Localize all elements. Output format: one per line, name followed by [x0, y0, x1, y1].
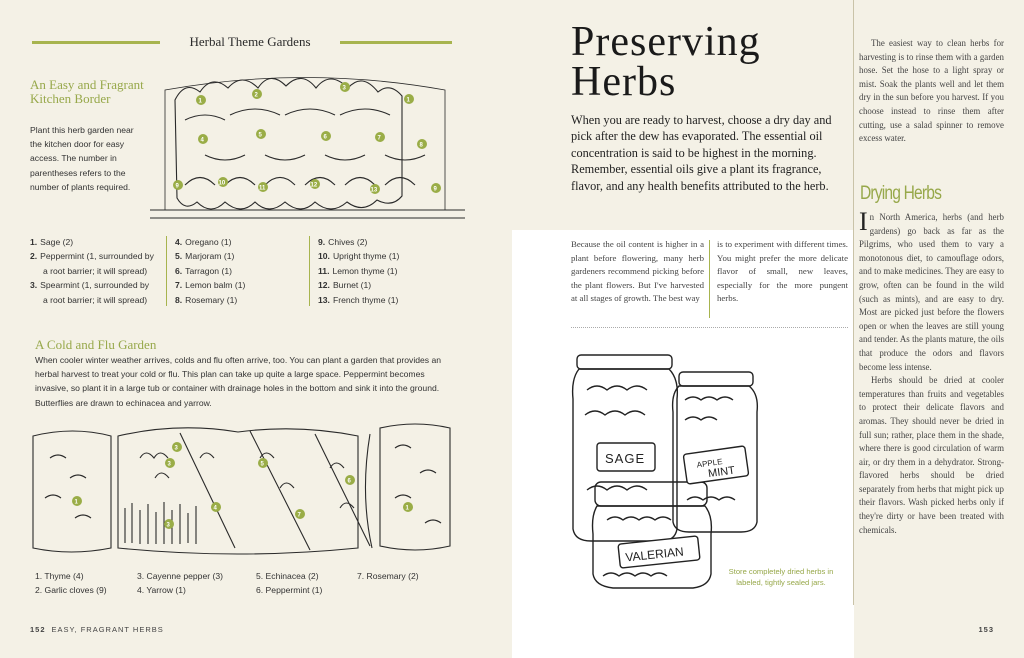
svg-text:5: 5	[258, 132, 262, 139]
svg-text:10: 10	[218, 180, 226, 187]
svg-text:11: 11	[259, 185, 266, 192]
jar-label-valerian: VALERIAN	[624, 544, 685, 565]
rule	[571, 327, 848, 328]
kitchen-plant-list-1	[30, 235, 154, 307]
list-item: 6. Tarragon (1)	[175, 265, 232, 276]
header-rule-right	[340, 41, 452, 44]
list-item: 4. Oregano (1)	[175, 237, 232, 247]
cold-flu-garden-title: A Cold and Flu Garden	[35, 337, 157, 352]
cold-plant-list-2	[137, 569, 223, 598]
svg-text:3: 3	[174, 445, 178, 452]
section-header: Herbal Theme Gardens	[189, 34, 311, 49]
svg-text:4: 4	[200, 137, 204, 144]
kitchen-garden-intro: Plant this herb garden near the kitchen door for easy access. The number in parentheses refers to the number of plants required.	[30, 125, 134, 192]
list-item: 1. Sage (2)	[30, 237, 74, 247]
cold-plant-list-1	[35, 569, 107, 598]
list-item: 10. Upright thyme (1)	[318, 251, 400, 262]
svg-text:7: 7	[297, 512, 301, 519]
list-item: 13. French thyme (1)	[318, 294, 399, 305]
svg-text:13: 13	[370, 187, 378, 194]
kitchen-garden-title: An Easy and Fragrant Kitchen Border	[30, 77, 144, 106]
list-divider	[309, 236, 310, 306]
list-item: 8. Rosemary (1)	[175, 294, 238, 305]
svg-text:1: 1	[74, 499, 78, 506]
list-item: 2. Garlic cloves (9)	[35, 585, 107, 596]
lede-paragraph: When you are ready to harvest, choose a dry day and pick after the dew has evaporated. The essential oil concentration is said to be highest in the morning. Remember, essential oils give a plant its fragrance, flavor, and any health benefits attributed to the herb.	[571, 113, 832, 193]
list-item: 3. Spearmint (1, surrounded by	[30, 280, 150, 291]
jar-label-sage: SAGE	[605, 451, 646, 466]
sidebar-tip: The easiest way to clean herbs for harvesting is to rinse them with a garden hose. Set the hose to a light spray or mist. Soak the plants well and let them dry in the sun before you harvest. If you choose instead to rinse them after cutting, use a salad spinner to remove excess water.	[859, 38, 1004, 144]
list-item: 7. Lemon balm (1)	[175, 280, 246, 291]
svg-text:3: 3	[167, 461, 171, 468]
running-foot: EASY, FRAGRANT HERBS	[51, 625, 164, 634]
right-page	[512, 0, 1024, 658]
svg-text:9: 9	[175, 183, 179, 190]
list-divider	[166, 236, 167, 306]
svg-text:2: 2	[254, 92, 258, 99]
svg-text:7: 7	[377, 135, 381, 142]
list-item: 5. Marjoram (1)	[175, 251, 235, 262]
list-item: 9. Chives (2)	[318, 237, 368, 247]
header-rule-left	[32, 41, 160, 44]
svg-text:8: 8	[419, 142, 423, 149]
figure-caption: Store completely dried herbs in labeled, tightly sealed jars.	[728, 567, 834, 587]
kitchen-border-plan-illustration	[145, 60, 465, 225]
jar-label-apple: APPLE	[696, 457, 724, 470]
cold-plant-list-3	[256, 569, 322, 598]
svg-text:6: 6	[323, 134, 327, 141]
svg-text:3: 3	[166, 522, 170, 529]
body-column-2: is to experiment with different times. You might prefer the more delicate flavor of small, new leaves, especially for the more pungent herbs.	[717, 239, 848, 304]
list-item: 4. Yarrow (1)	[137, 585, 186, 596]
svg-text:6: 6	[347, 478, 351, 485]
svg-text:5: 5	[260, 461, 264, 468]
drying-herbs-text: In North America, herbs (and herb gardens) go back as far as the Pilgrims, who used them to vary a monotonous diet, to camouflage odors, and to make medicines. They are easy to grow, often can be found in the wild (such as mints), and are easy to dry. Most are picked just before the flowers open or when the leaves are still young and tender. As the plants mature, the oils that produce the odors and flavors become less intense. Herbs should be dried at cooler temperatures than fruits and vegetables to protect their delicate flavors and aromas. They should never be dried in full sun; rather, place them in the shade, where there is good circulation of warm air, or dry them in a dehydrator. Strong-flavored herbs should be dried separately from herbs that might pick up their flavors. Wash picked herbs only if they're dirty or have been treated with chemicals.	[859, 207, 1004, 535]
list-item: 12. Burnet (1)	[318, 280, 372, 291]
svg-text:9: 9	[433, 186, 437, 193]
kitchen-plant-list-3	[318, 235, 399, 307]
list-item: a root barrier; it will spread)	[43, 294, 148, 305]
sidebar-divider	[853, 0, 854, 605]
page-number: 152	[30, 625, 46, 634]
list-item: 5. Echinacea (2)	[256, 571, 319, 581]
cold-flu-garden-plan-illustration	[30, 418, 465, 560]
cold-flu-garden-intro: When cooler winter weather arrives, colds and flu often arrive, too. You can plant a garden that provides an herbal harvest to treat your cold or flu. This plan can take up quite a large space. Peppermint becomes invasive, so plant it in a large tub or container with drainage holes in the bottom and sink it into the ground. Butterflies are drawn to echinacea and yarrow.	[35, 355, 442, 408]
jar-label-mint: MINT	[707, 464, 736, 481]
list-item: 3. Cayenne pepper (3)	[137, 571, 223, 581]
body-column-1: Because the oil content is higher in a plant before flowering, many herb gardeners recommend picking before the plant flowers. But I've harvested at all stages of growth. The best way	[571, 239, 704, 304]
page-title: Preserving Herbs	[571, 19, 761, 105]
drying-herbs-heading: Drying Herbs	[860, 183, 942, 204]
list-item: 2. Peppermint (1, surrounded by	[30, 251, 154, 262]
svg-text:4: 4	[213, 505, 217, 512]
column-divider	[709, 240, 710, 318]
cold-plant-list-4	[357, 569, 419, 583]
svg-text:1: 1	[406, 97, 410, 104]
svg-text:3: 3	[342, 85, 346, 92]
drop-cap: I	[859, 207, 868, 236]
list-item: 7. Rosemary (2)	[357, 571, 419, 581]
page-footer	[30, 625, 164, 634]
svg-text:1: 1	[405, 505, 409, 512]
list-item: 6. Peppermint (1)	[256, 585, 323, 596]
list-item: a root barrier; it will spread)	[43, 265, 148, 276]
page-number: 153	[978, 625, 994, 634]
list-item: 1. Thyme (4)	[35, 571, 84, 581]
svg-text:1: 1	[198, 98, 202, 105]
list-item: 11. Lemon thyme (1)	[318, 265, 398, 276]
svg-text:12: 12	[310, 182, 318, 189]
kitchen-plant-list-2	[175, 235, 245, 307]
